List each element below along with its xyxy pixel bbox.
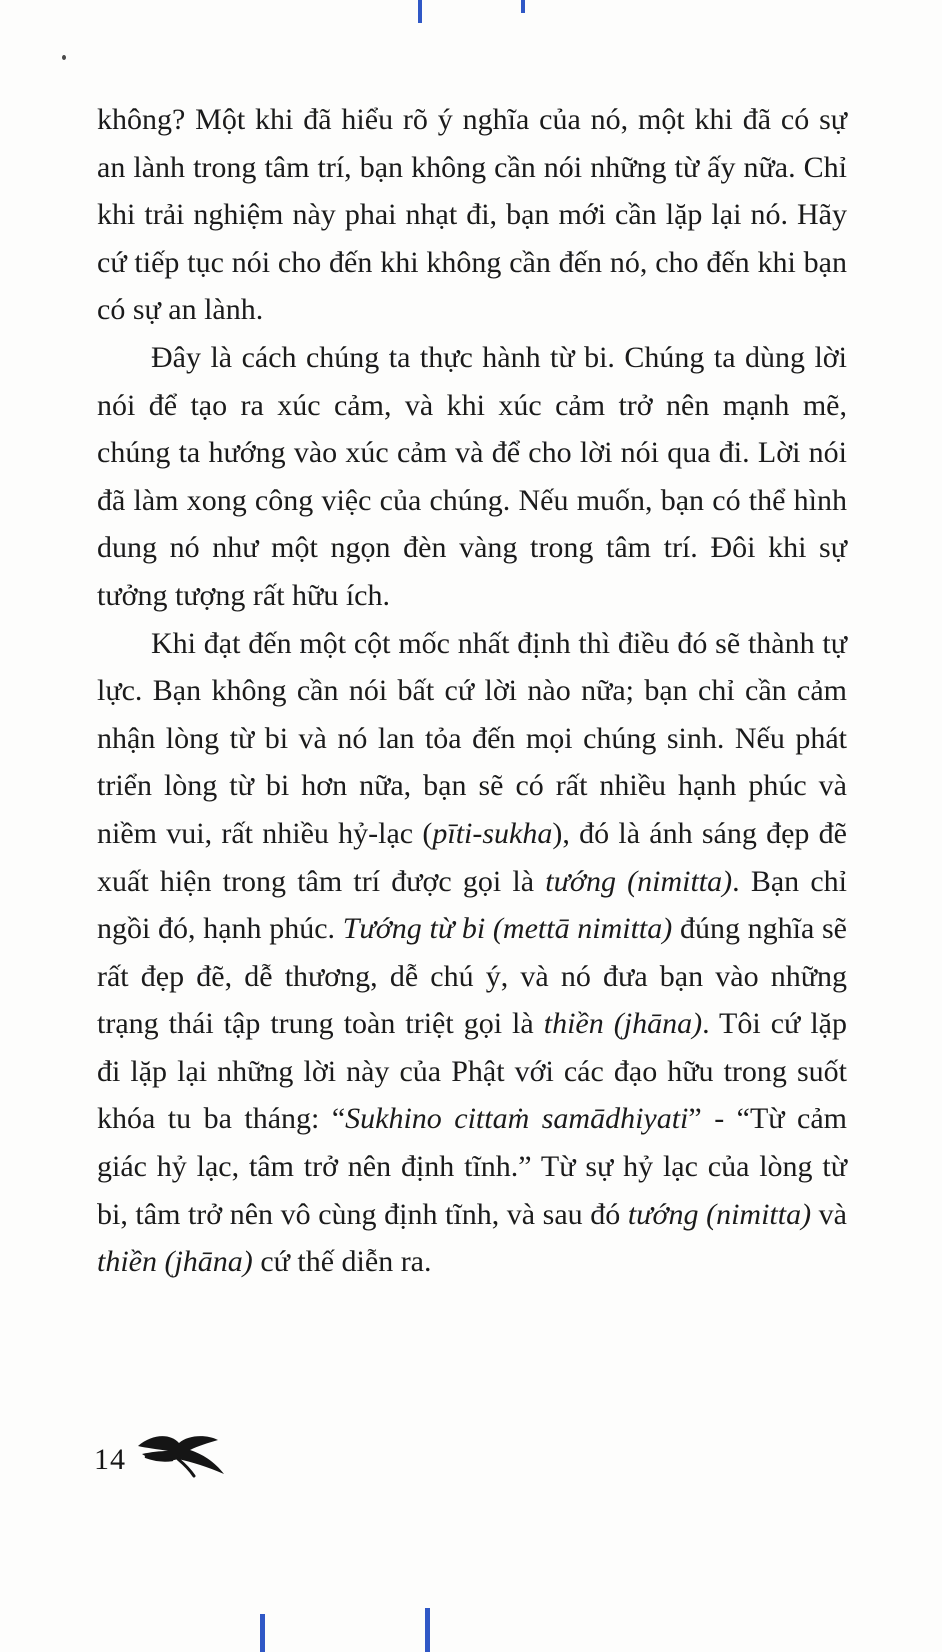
text-segment: ), đó là ánh sáng đẹp đẽ xuất hiện trong tâm trí được gọi là bbox=[97, 816, 847, 898]
text-segment: pīti-sukha bbox=[432, 816, 553, 850]
crop-mark bbox=[425, 1608, 430, 1652]
text-block bbox=[97, 96, 847, 1286]
text-segment: ” - “Từ cảm giác hỷ lạc, tâm trở nên định tĩnh.” Từ sự hỷ lạc của lòng từ bi, tâm trở nên vô cùng định tĩnh, và sau đó bbox=[97, 1102, 847, 1231]
text-segment: thiền (jhāna) bbox=[97, 1245, 253, 1279]
bird-doodle-icon bbox=[132, 1430, 228, 1485]
crop-mark bbox=[418, 0, 422, 23]
crop-mark bbox=[260, 1614, 265, 1652]
text-segment: Sukhino cittaṁ samādhiyati bbox=[345, 1102, 689, 1136]
crop-mark bbox=[521, 0, 525, 13]
paragraph bbox=[97, 96, 847, 334]
text-segment: tướng (nimitta) bbox=[545, 864, 733, 898]
text-segment: không? Một khi đã hiểu rõ ý nghĩa của nó, một khi đã có sự an lành trong tâm trí, bạn không cần nói những từ ấy nữa. Chỉ khi trải nghiệm này phai nhạt đi, bạn mới cần lặp lại nó. Hãy cứ tiếp tục nói cho đến khi không cần đến nó, cho đến khi bạn có sự an lành. bbox=[97, 103, 847, 327]
text-segment: thiền (jhāna) bbox=[543, 1007, 703, 1041]
page-footer bbox=[94, 1434, 228, 1485]
ink-dot bbox=[62, 55, 66, 60]
paragraph bbox=[97, 334, 847, 620]
text-segment: Đây là cách chúng ta thực hành từ bi. Chúng ta dùng lời nói để tạo ra xúc cảm, và khi xúc cảm trở nên mạnh mẽ, chúng ta hướng vào xúc cảm và để cho lời nói qua đi. Lời nói đã làm xong công việc của chúng. Nếu muốn, bạn có thể hình dung nó như một ngọn đèn vàng trong tâm trí. Đôi khi sự tưởng tượng rất hữu ích. bbox=[97, 340, 847, 612]
text-segment: và bbox=[811, 1197, 847, 1231]
text-segment: đúng nghĩa sẽ rất đẹp đẽ, dễ thương, dễ chú ý, và nó đưa bạn vào những trạng thái tập trung toàn triệt gọi là bbox=[97, 912, 847, 1041]
text-segment: cứ thế diễn ra. bbox=[252, 1245, 432, 1279]
text-segment: Khi đạt đến một cột mốc nhất định thì điều đó sẽ thành tự lực. Bạn không cần nói bất cứ lời nào nữa; bạn chỉ cần cảm nhận lòng từ bi và nó lan tỏa đến mọi chúng sinh. Nếu phát triển lòng từ bi hơn nữa, bạn sẽ có rất nhiều hạnh phúc và niềm vui, rất nhiều hỷ-lạc ( bbox=[97, 626, 847, 850]
text-segment: . Bạn chỉ ngồi đó, hạnh phúc. bbox=[97, 864, 847, 946]
text-segment: . Tôi cứ lặp đi lặp lại những lời này của Phật với các đạo hữu trong suốt khóa tu ba tháng: “ bbox=[97, 1007, 847, 1136]
text-segment: Tướng từ bi (mettā nimitta) bbox=[342, 912, 673, 946]
text-segment: tướng (nimitta) bbox=[627, 1197, 812, 1231]
page-number: 14 bbox=[94, 1442, 126, 1476]
paragraph bbox=[97, 620, 847, 1286]
